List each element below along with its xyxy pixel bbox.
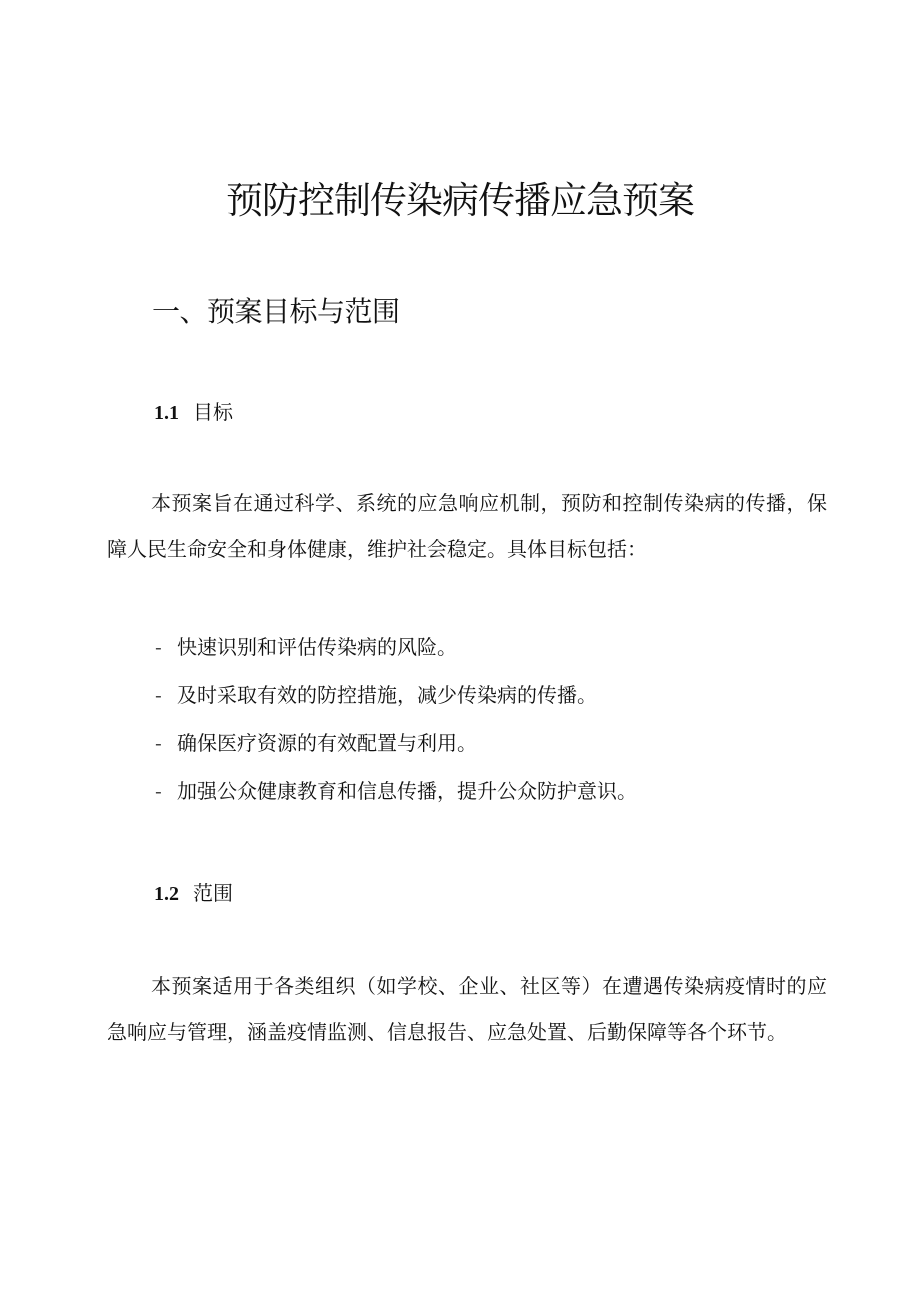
bullet-marker: - xyxy=(155,683,162,707)
bullet-marker: - xyxy=(155,635,162,659)
subsection-label: 目标 xyxy=(193,400,233,424)
list-item xyxy=(155,719,637,767)
subsection-number: 1.1 xyxy=(154,402,179,424)
list-item-text: 快速识别和评估传染病的风险。 xyxy=(177,635,457,659)
subsection-heading-scope xyxy=(154,879,233,908)
scope-paragraph: 本预案适用于各类组织（如学校、企业、社区等）在遭遇传染病疫情时的应急响应与管理，涵盖疫情监测、信息报告、应急处置、后勤保障等各个环节。 xyxy=(107,974,827,1044)
bullet-marker: - xyxy=(155,779,162,803)
goals-list xyxy=(155,623,637,815)
section-heading: 一、预案目标与范围 xyxy=(152,295,400,328)
subsection-label: 范围 xyxy=(193,881,233,905)
subsection-number: 1.2 xyxy=(154,883,179,905)
list-item xyxy=(155,671,637,719)
list-item-text: 加强公众健康教育和信息传播，提升公众防护意识。 xyxy=(177,779,637,803)
subsection-heading-goals xyxy=(154,398,233,427)
document-title: 预防控制传染病传播应急预案 xyxy=(226,179,694,222)
list-item-text: 及时采取有效的防控措施，减少传染病的传播。 xyxy=(177,683,597,707)
list-item xyxy=(155,767,637,815)
list-item-text: 确保医疗资源的有效配置与利用。 xyxy=(177,731,477,755)
list-item xyxy=(155,623,637,671)
goals-paragraph: 本预案旨在通过科学、系统的应急响应机制，预防和控制传染病的传播，保障人民生命安全和身体健康，维护社会稳定。具体目标包括： xyxy=(107,491,827,561)
bullet-marker: - xyxy=(155,731,162,755)
